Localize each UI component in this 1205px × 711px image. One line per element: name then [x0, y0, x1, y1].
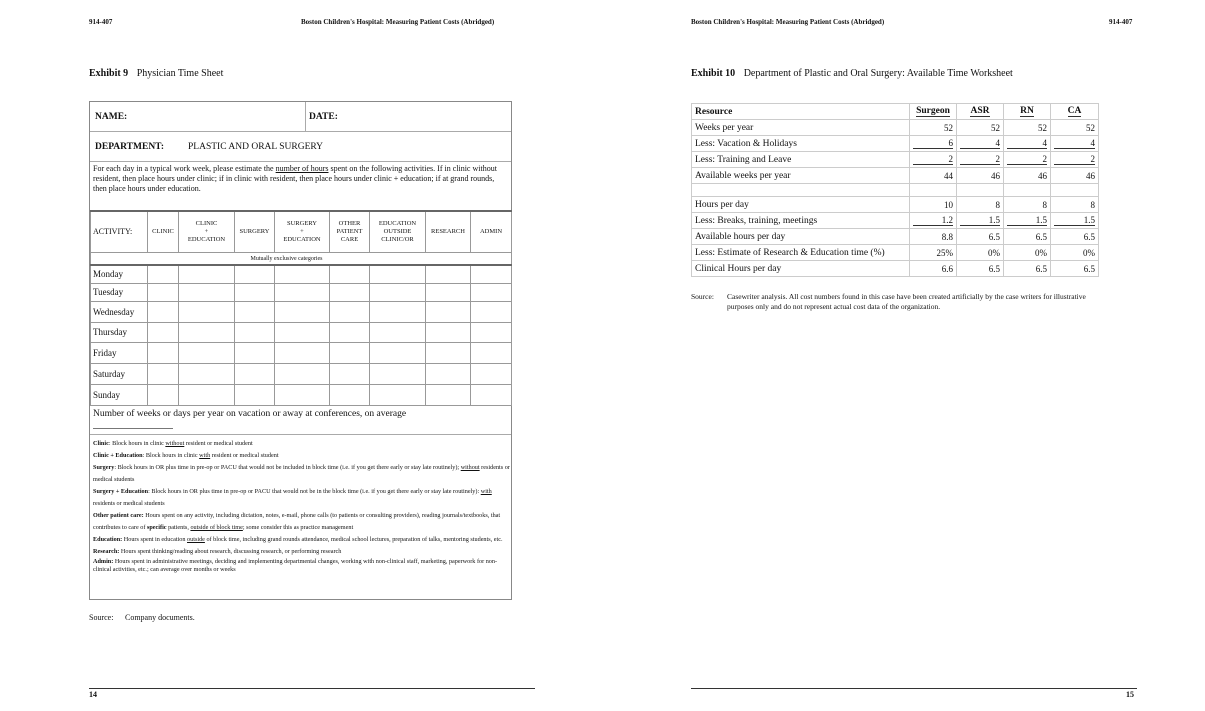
hours-cell[interactable]	[426, 363, 471, 384]
activity-definitions	[93, 438, 511, 574]
col-rn: RN	[1004, 104, 1051, 120]
value-cell: 2	[957, 152, 1004, 168]
right-footer-rule	[691, 688, 1137, 689]
col-surgery: SURGERY	[235, 211, 275, 253]
value-cell: 6.5	[1004, 229, 1051, 245]
value-cell: 1.5	[1051, 213, 1099, 229]
col-asr: ASR	[957, 104, 1004, 120]
value-cell: 46	[957, 168, 1004, 184]
value-cell: 8	[1004, 197, 1051, 213]
hours-cell[interactable]	[471, 283, 512, 301]
header-row	[692, 104, 1099, 120]
hours-cell[interactable]	[235, 301, 275, 322]
hours-cell[interactable]	[426, 283, 471, 301]
source-text: Casewriter analysis. All cost numbers found in this case have been created artificially by the case writers for illustrative purposes only and do not represent actual cost data of the organization.	[727, 292, 1086, 311]
day-row	[91, 384, 512, 405]
def-surgery: Surgery: Block hours in OR plus time in pre-op or PACU that would not be included in block time (i.e. if you get there early or stay late routinely); without residents or medical students	[93, 464, 510, 483]
name-date-row	[90, 102, 511, 132]
hours-cell[interactable]	[235, 283, 275, 301]
hours-cell[interactable]	[148, 342, 179, 363]
left-page-number: 14	[89, 690, 97, 699]
def-research: Research: Hours spent thinking/reading about research, discussing research, or performing research	[93, 548, 342, 555]
value-cell: 46	[1004, 168, 1051, 184]
hours-cell[interactable]	[148, 301, 179, 322]
weeks-away-answer-line[interactable]	[93, 428, 173, 429]
col-clinic: CLINIC	[148, 211, 179, 253]
hours-cell[interactable]	[275, 265, 330, 283]
hours-cell[interactable]	[179, 322, 235, 342]
value-cell: 0%	[1004, 245, 1051, 261]
row-label: Less: Breaks, training, meetings	[692, 213, 910, 229]
hours-cell[interactable]	[179, 283, 235, 301]
col-education-outside: EDUCATION OUTSIDE CLINIC/OR	[370, 211, 426, 253]
row-label: Less: Vacation & Holidays	[692, 136, 910, 152]
value-cell: 52	[1004, 120, 1051, 136]
hours-cell[interactable]	[426, 342, 471, 363]
department-label: DEPARTMENT:	[95, 142, 164, 152]
hours-cell[interactable]	[426, 265, 471, 283]
value-cell: 6.6	[910, 261, 957, 277]
def-clinic: Clinic: Block hours in clinic without resident or medical student	[93, 440, 253, 447]
hours-cell[interactable]	[471, 384, 512, 405]
left-source	[89, 613, 195, 622]
value-cell: 8	[1051, 197, 1099, 213]
day-label: Thursday	[91, 322, 148, 342]
hours-cell[interactable]	[330, 363, 370, 384]
hours-cell[interactable]	[235, 363, 275, 384]
value-cell: 6.5	[1051, 261, 1099, 277]
activity-table	[90, 210, 512, 406]
name-label: NAME:	[95, 112, 128, 122]
hours-cell[interactable]	[235, 322, 275, 342]
value-cell: 8	[957, 197, 1004, 213]
resource-row	[692, 152, 1099, 168]
day-label: Wednesday	[91, 301, 148, 322]
day-row	[91, 265, 512, 283]
value-cell: 4	[1004, 136, 1051, 152]
hours-cell[interactable]	[275, 384, 330, 405]
day-label: Tuesday	[91, 283, 148, 301]
col-research: RESEARCH	[426, 211, 471, 253]
value-cell: 2	[910, 152, 957, 168]
row-label: Clinical Hours per day	[692, 261, 910, 277]
value-cell: 46	[1051, 168, 1099, 184]
hours-cell[interactable]	[179, 384, 235, 405]
value-cell: 6.5	[1004, 261, 1051, 277]
hours-cell[interactable]	[370, 301, 426, 322]
hours-cell[interactable]	[148, 283, 179, 301]
resource-row	[692, 213, 1099, 229]
resource-row	[692, 136, 1099, 152]
hours-cell[interactable]	[370, 265, 426, 283]
hours-cell[interactable]	[275, 363, 330, 384]
instructions: For each day in a typical work week, please estimate the number of hours spent on the following activities. If in clinic without resident, then place hours under clinic; if in clinic with resident, then place hours under clinic + education; if at grand rounds, then place hours under education.	[93, 164, 497, 193]
resource-row	[692, 168, 1099, 184]
value-cell: 0%	[957, 245, 1004, 261]
hours-cell[interactable]	[179, 265, 235, 283]
value-cell: 4	[957, 136, 1004, 152]
hours-cell[interactable]	[275, 342, 330, 363]
activity-label: ACTIVITY:	[91, 211, 148, 253]
left-footer-rule	[89, 688, 535, 689]
value-cell: 52	[1051, 120, 1099, 136]
day-row	[91, 322, 512, 342]
exhibit-9-title	[89, 68, 223, 79]
def-clinic-education: Clinic + Education: Block hours in clinic with resident or medical student	[93, 452, 279, 459]
hours-cell[interactable]	[275, 301, 330, 322]
hours-cell[interactable]	[179, 342, 235, 363]
row-label: Available weeks per year	[692, 168, 910, 184]
right-header-code: 914-407	[1109, 18, 1133, 26]
hours-cell[interactable]	[471, 363, 512, 384]
hours-cell[interactable]	[370, 283, 426, 301]
hours-cell[interactable]	[235, 384, 275, 405]
hours-cell[interactable]	[179, 301, 235, 322]
hours-cell[interactable]	[275, 283, 330, 301]
department-row	[90, 132, 511, 162]
value-cell: 1.2	[910, 213, 957, 229]
exhibit-label: Exhibit 9	[89, 68, 129, 79]
hours-cell[interactable]	[330, 283, 370, 301]
hours-cell[interactable]	[471, 342, 512, 363]
weeks-away-question: Number of weeks or days per year on vacation or away at conferences, on average	[93, 409, 407, 419]
hours-cell[interactable]	[235, 342, 275, 363]
hours-cell[interactable]	[370, 384, 426, 405]
hours-cell[interactable]	[148, 265, 179, 283]
source-label: Source:	[691, 292, 714, 301]
day-label: Saturday	[91, 363, 148, 384]
value-cell: 4	[1051, 136, 1099, 152]
hours-cell[interactable]	[370, 342, 426, 363]
value-cell: 8.8	[910, 229, 957, 245]
hours-cell[interactable]	[426, 322, 471, 342]
spacer-row	[692, 184, 1099, 197]
col-surgery-education: SURGERY + EDUCATION	[275, 211, 330, 253]
hours-cell[interactable]	[330, 301, 370, 322]
source-label: Source:	[89, 613, 114, 622]
day-label: Sunday	[91, 384, 148, 405]
exhibit-caption: Department of Plastic and Oral Surgery: Available Time Worksheet	[743, 68, 1013, 79]
row-label: Less: Estimate of Research & Education time (%)	[692, 245, 910, 261]
hours-cell[interactable]	[330, 342, 370, 363]
value-cell: 1.5	[1004, 213, 1051, 229]
row-label: Weeks per year	[692, 120, 910, 136]
value-cell: 1.5	[957, 213, 1004, 229]
row-label: Less: Training and Leave	[692, 152, 910, 168]
exhibit-10-title	[691, 68, 1013, 79]
def-other-patient-care: Other patient care: Hours spent on any activity, including dictation, notes, e-mail, phone calls (to patients or consulting providers), reading journals/textbooks, that contributes to care of specific patients, outside of block time; some consider this as practice management	[93, 512, 501, 531]
resource-row	[692, 197, 1099, 213]
hours-cell[interactable]	[330, 265, 370, 283]
value-cell: 44	[910, 168, 957, 184]
mutually-exclusive-note: Mutually exclusive categories	[148, 253, 426, 266]
left-header-title: Boston Children's Hospital: Measuring Patient Costs (Abridged)	[301, 18, 495, 26]
hours-cell[interactable]	[275, 322, 330, 342]
value-cell: 6	[910, 136, 957, 152]
value-cell: 10	[910, 197, 957, 213]
resource-row	[692, 229, 1099, 245]
value-cell: 2	[1004, 152, 1051, 168]
value-cell: 25%	[910, 245, 957, 261]
hours-cell[interactable]	[148, 384, 179, 405]
value-cell: 2	[1051, 152, 1099, 168]
resource-row	[692, 120, 1099, 136]
value-cell: 52	[910, 120, 957, 136]
col-ca: CA	[1051, 104, 1099, 120]
left-header-code: 914-407	[89, 18, 113, 26]
physician-time-sheet	[89, 101, 512, 600]
hours-cell[interactable]	[471, 301, 512, 322]
hours-cell[interactable]	[471, 322, 512, 342]
value-cell: 6.5	[1051, 229, 1099, 245]
day-row	[91, 301, 512, 322]
value-cell: 6.5	[957, 261, 1004, 277]
exhibit-label: Exhibit 10	[691, 68, 736, 79]
value-cell: 52	[957, 120, 1004, 136]
day-row	[91, 342, 512, 363]
hours-cell[interactable]	[426, 384, 471, 405]
hours-cell[interactable]	[235, 265, 275, 283]
hours-cell[interactable]	[148, 322, 179, 342]
hours-cell[interactable]	[426, 301, 471, 322]
day-row	[91, 363, 512, 384]
right-source	[691, 292, 1101, 312]
row-label: Available hours per day	[692, 229, 910, 245]
hours-cell[interactable]	[330, 322, 370, 342]
col-surgeon: Surgeon	[910, 104, 957, 120]
day-row	[91, 283, 512, 301]
row-label: Hours per day	[692, 197, 910, 213]
available-time-table	[691, 103, 1099, 277]
def-education: Education: Hours spent in education outside of block time, including grand rounds attendance, medical school lectures, preparation of talks, mentoring students, etc.	[93, 536, 503, 543]
col-admin: ADMIN	[471, 211, 512, 253]
department-value: PLASTIC AND ORAL SURGERY	[188, 142, 324, 152]
right-page-number: 15	[1126, 690, 1134, 699]
value-cell: 0%	[1051, 245, 1099, 261]
col-resource: Resource	[692, 104, 910, 120]
right-header-title: Boston Children's Hospital: Measuring Patient Costs (Abridged)	[691, 18, 885, 26]
col-clinic-education: CLINIC + EDUCATION	[179, 211, 235, 253]
exhibit-caption: Physician Time Sheet	[136, 68, 224, 79]
hours-cell[interactable]	[148, 363, 179, 384]
hours-cell[interactable]	[370, 363, 426, 384]
date-label: DATE:	[309, 112, 338, 122]
value-cell: 6.5	[957, 229, 1004, 245]
hours-cell[interactable]	[330, 384, 370, 405]
hours-cell[interactable]	[370, 322, 426, 342]
resource-row	[692, 245, 1099, 261]
source-text: Company documents.	[125, 613, 195, 622]
hours-cell[interactable]	[179, 363, 235, 384]
resource-row	[692, 261, 1099, 277]
hours-cell[interactable]	[471, 265, 512, 283]
def-admin: Admin: Hours spent in administrative meetings, deciding and implementing departmental changes, working with non-clinical staff, marketing, paperwork for non-clinical activities, etc.; can average over months or weeks	[93, 558, 498, 573]
day-label: Monday	[91, 265, 148, 283]
day-label: Friday	[91, 342, 148, 363]
col-other-patient-care: OTHER PATIENT CARE	[330, 211, 370, 253]
def-surgery-education: Surgery + Education: Block hours in OR plus time in pre-op or PACU that would not be in the block time (i.e. if you get there early or stay late routinely): with residents or medical students	[93, 488, 492, 507]
